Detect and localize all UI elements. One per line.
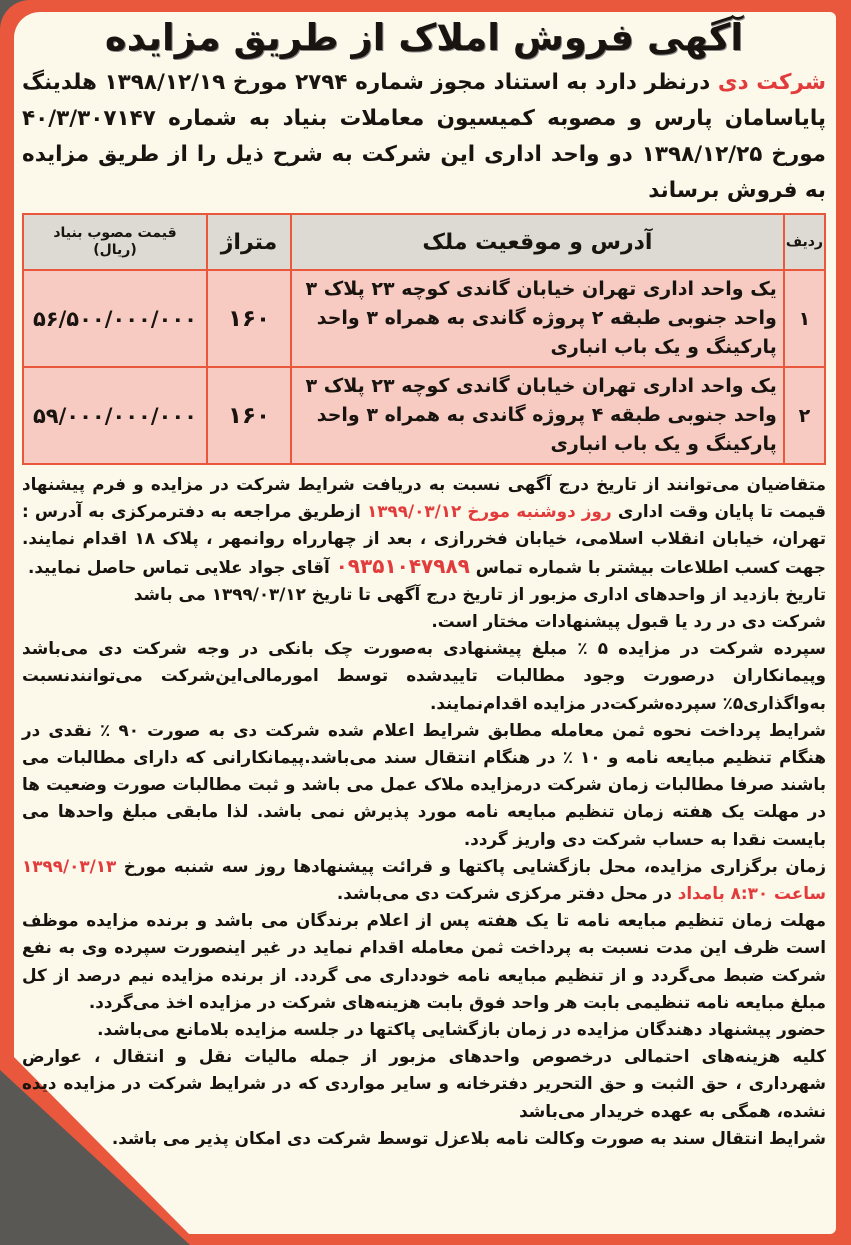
- table-row: [23, 270, 825, 367]
- row-number: ۲: [784, 367, 825, 464]
- header-address: آدرس و موقعیت ملک: [291, 214, 784, 270]
- row-area: ۱۶۰: [207, 270, 291, 367]
- company-name: شرکت دی: [717, 70, 826, 95]
- header-price: [23, 214, 207, 270]
- header-price-label: قیمت مصوب بنیاد: [53, 225, 177, 241]
- ad-title: آگهی فروش املاک از طریق مزایده: [104, 16, 744, 59]
- row-price: ۵۹/۰۰۰/۰۰۰/۰۰۰: [23, 367, 207, 464]
- text: زمان برگزاری مزایده، محل بازگشایی پاکتها و قرائت پیشنهادها روز سه شنبه مورخ: [116, 855, 826, 876]
- text: متقاضیان می‌توانند از تاریخ درج آگهی نسبت به دریافت شرایط شرکت در مزایده و فرم پیشنهاد قیمت تا پایان وقت اداری: [22, 474, 826, 522]
- header-area: متراژ: [207, 214, 291, 270]
- ad-body: [22, 471, 826, 1152]
- row-address: یک واحد اداری تهران خیابان گاندی کوچه ۲۳ پلاک ۳ واحد جنوبی طبقه ۴ پروژه گاندی به همراه ۳ واحد پارکینگ و یک باب انباری: [291, 367, 784, 464]
- table-row: [23, 367, 825, 464]
- costs-paragraph: کلیه هزینه‌های احتمالی درخصوص واحدهای مزبور از جمله مالیات نقل و انتقال ، عوارض شهرداری ، حق الثبت و حق التحریر دفترخانه و سایر مواردی که در شرایط شرکت در مزایده دیده نشده، همگی به عهده خریدار می‌باشد: [22, 1046, 826, 1121]
- text: آقای جواد علایی تماس حاصل نمایید.: [27, 556, 336, 577]
- visit-paragraph: تاریخ بازدید از واحدهای اداری مزبور از تاریخ درج آگهی تا تاریخ ۱۳۹۹/۰۳/۱۲ می باشد: [133, 583, 826, 604]
- header-row-number: ردیف: [784, 214, 825, 270]
- row-price: ۵۶/۵۰۰/۰۰۰/۰۰۰: [23, 270, 207, 367]
- payment-paragraph: شرایط پرداخت نحوه ثمن معامله مطابق شرایط اعلام شده شرکت دی به صورت ۹۰ ٪ نقدی در هنگام تنظیم مبایعه نامه و ۱۰ ٪ در هنگام انتقال سند می‌باشد.پیمانکارانی که دارای مطالبات می باشند صرفا مطالبات زمان شرکت درمزایده ملاک عمل می باشد و ثبت مطالبات صورت وضعیت ها در مهلت یک هفته زمان تنظیم مبایعه نامه مورد پذیرش نمی باشد. لذا مابقی مبلغ واحدها می بایست نقدا به حساب شرکت دی واریز گردد.: [22, 719, 826, 849]
- table-header: [23, 214, 825, 270]
- deadline-date: روز دوشنبه مورخ ۱۳۹۹/۰۳/۱۲: [366, 501, 612, 522]
- auction-time-paragraph: [22, 853, 826, 907]
- rights-paragraph: شرکت دی در رد یا قبول پیشنهادات مختار است.: [431, 611, 826, 632]
- auction-datetime: ۱۳۹۹/۰۳/۱۳ ساعت ۸:۳۰ بامداد: [22, 855, 826, 904]
- contract-paragraph: مهلت زمان تنظیم مبایعه نامه تا یک هفته پس از اعلام برندگان می باشد و برنده مزایده موظف است ظرف این مدت نسبت به پرداخت ثمن معامله اقدام نماید در غیر اینصورت سپرده وی به نفع شرکت ضبط می‌گردد و از تنظیم مبایعه نامه خودداری می گردد. از برنده مزایده نیم درصد از کل مبلغ مبایعه نامه تنظیمی بابت هر واحد فوق بابت هزینه‌های شرکت در مزایده اخذ می‌گردد.: [22, 910, 826, 1012]
- header-price-unit: (ریال): [93, 242, 137, 258]
- intro-text: درنظر دارد به استناد مجوز شماره ۲۷۹۴ مورخ ۱۳۹۸/۱۲/۱۹ هلدینگ پایاسامان پارس و مصوبه کمیسیون معاملات بنیاد به شماره ۴۰/۳/۳۰۷۱۴۷ مورخ ۱۳۹۸/۱۲/۲۵ دو واحد اداری این شرکت به شرح ذیل را از طریق مزایده به فروش برساند: [22, 70, 826, 203]
- transfer-paragraph: شرایط انتقال سند به صورت وکالت نامه بلاعزل توسط شرکت دی امکان پذیر می باشد.: [111, 1127, 826, 1148]
- contact-phone: ۰۹۳۵۱۰۴۷۹۸۹: [335, 553, 470, 578]
- auction-ad: [22, 14, 826, 1152]
- intro-paragraph: [22, 65, 826, 209]
- row-number: ۱: [784, 270, 825, 367]
- property-table: [22, 213, 826, 465]
- deposit-paragraph: سپرده شرکت در مزایده ۵ ٪ مبلغ پیشنهادی به‌صورت چک بانکی در وجه شرکت دی می‌باشد وپیمانکاران درصورت وجود مطالبات تاییدشده توسط امورمالی‌این‌شرکت می‌توانندنسبت به‌واگذاری۵٪ سپرده‌شرکت‌در مزایده اقدام‌نمایند.: [22, 638, 827, 713]
- text: ازطریق مراجعه به دفترمرکزی به آدرس : تهران، خیابان انقلاب اسلامی، خیابان فخررازی ، بعد از چهارراه روانمهر ، پلاک ۱۸ اقدام نمایند. جهت کسب اطلاعات بیشتر با شماره تماس: [22, 501, 826, 577]
- attendance-paragraph: حضور پیشنهاد دهندگان مزایده در زمان بازگشایی پاکتها در جلسه مزایده بلامانع می‌باشد.: [97, 1019, 826, 1040]
- row-address: یک واحد اداری تهران خیابان گاندی کوچه ۲۳ پلاک ۳ واحد جنوبی طبقه ۲ پروژه گاندی به همراه ۳ واحد پارکینگ و یک باب انباری: [291, 270, 784, 367]
- text: در محل دفتر مرکزی شرکت دی می‌باشد.: [336, 883, 678, 904]
- application-paragraph: [22, 471, 826, 581]
- row-area: ۱۶۰: [207, 367, 291, 464]
